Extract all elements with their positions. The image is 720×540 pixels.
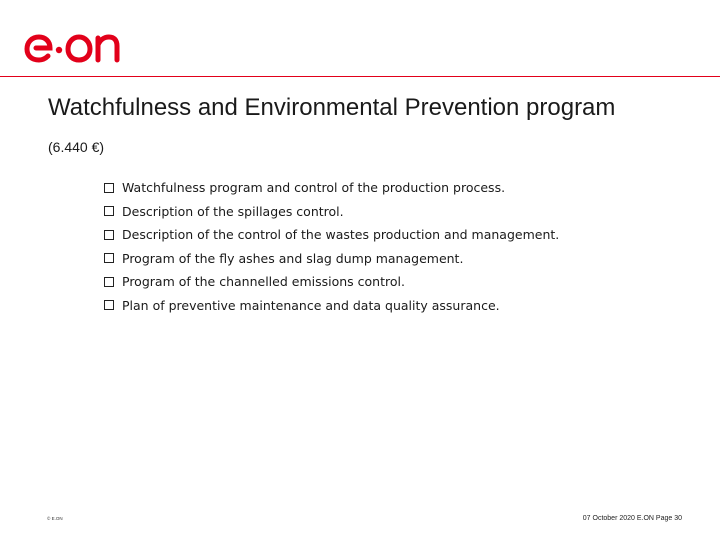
footer-date-page: 07 October 2020 E.ON Page 30 bbox=[582, 515, 682, 522]
slide-subtitle: (6.440 €) bbox=[48, 139, 105, 155]
list-item bbox=[104, 200, 559, 224]
bullet-text: Program of the channelled emissions control. bbox=[122, 274, 405, 290]
bullet-text: Description of the spillages control. bbox=[122, 203, 344, 219]
bullet-text: Program of the fly ashes and slag dump management. bbox=[122, 250, 464, 266]
checkbox-square-icon bbox=[104, 206, 114, 216]
list-item bbox=[104, 270, 559, 294]
checkbox-square-icon bbox=[104, 253, 114, 263]
list-item bbox=[104, 294, 559, 318]
bullet-text: Description of the control of the wastes production and management. bbox=[122, 227, 560, 243]
list-item bbox=[104, 247, 559, 271]
list-item bbox=[104, 223, 559, 247]
checkbox-square-icon bbox=[104, 230, 114, 240]
list-item bbox=[104, 176, 559, 200]
checkbox-square-icon bbox=[104, 277, 114, 287]
bullet-list bbox=[104, 176, 559, 317]
bullet-text: Plan of preventive maintenance and data quality assurance. bbox=[122, 297, 500, 313]
copyright-notice: © E.ON bbox=[47, 516, 63, 521]
checkbox-square-icon bbox=[104, 183, 114, 193]
checkbox-square-icon bbox=[104, 300, 114, 310]
bullet-text: Watchfulness program and control of the production process. bbox=[122, 180, 506, 196]
slide-title: Watchfulness and Environmental Prevention program bbox=[48, 94, 616, 121]
header-rule bbox=[0, 76, 720, 77]
eon-logo bbox=[22, 30, 122, 66]
